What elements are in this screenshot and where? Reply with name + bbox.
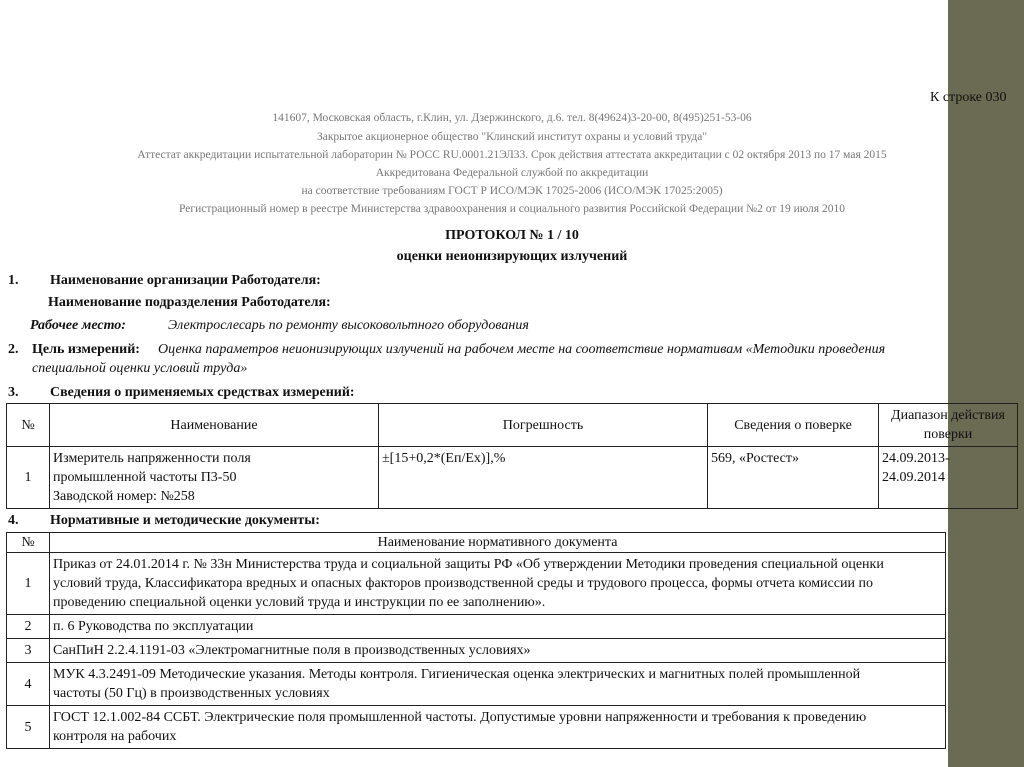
- header-standard: на соответствие требованиям ГОСТ Р ИСО/МЭК 17025-2006 (ИСО/МЭК 17025:2005): [301, 185, 723, 197]
- range-start: 24.09.2013-: [882, 451, 950, 466]
- instrument-range: [879, 447, 1018, 509]
- header-registry: Регистрационный номер в реестре Министерства здравоохранения и социального развития Российской Федерации №2 от 19 июля 2010: [179, 203, 845, 215]
- instrument-serial: Заводской номер: №258: [53, 489, 195, 504]
- document-text: [50, 663, 946, 706]
- header-attestat: Аттестат аккредитации испытательной лабораторин № РОСС RU.0001.21ЭЛ33. Срок действия аттестата аккредитации с 02 октября 2013 по 17 мая 2015: [137, 149, 887, 161]
- document-line: СанПиН 2.2.4.1191-03 «Электромагнитные поля в производственных условиях»: [53, 643, 531, 658]
- section-1-heading: Наименование организации Работодателя:: [50, 273, 321, 288]
- instrument-verification: 569, «Ростест»: [708, 447, 879, 509]
- table-row: [7, 615, 946, 639]
- document-line: условий труда, Классификатора вредных и опасных факторов производственной среды и трудового процесса, формы отчета комиссии по: [53, 576, 873, 591]
- section-2-value-cont: специальной оценки условий труда»: [32, 361, 248, 376]
- row-number: 5: [7, 706, 50, 749]
- row-number: 1: [7, 447, 50, 509]
- header-address: 141607, Московская область, г.Клин, ул. Дзержинского, д.6. тел. 8(49624)3-20-00, 8(495)251-53-06: [272, 112, 752, 124]
- line-reference: К строке 030: [930, 90, 1007, 105]
- instruments-table: [6, 403, 1018, 509]
- workplace-value: Электрослесарь по ремонту высоковольтного оборудования: [168, 318, 529, 333]
- col-num-header: №: [7, 533, 50, 553]
- section-2-number: 2.: [8, 342, 19, 357]
- col-num-header: №: [7, 404, 50, 447]
- row-number: 4: [7, 663, 50, 706]
- section-1-number: 1.: [8, 273, 19, 288]
- subdivision-heading: Наименование подразделения Работодателя:: [48, 295, 331, 310]
- document-line: проведению специальной оценки условий труда и инструкции по ее заполнению».: [53, 595, 546, 610]
- instrument-name-line: промышленной частоты П3-50: [53, 470, 237, 485]
- header-organization: Закрытое акционерное общество "Клинский институт охраны и условий труда": [316, 131, 708, 143]
- instrument-error: ±[15+0,2*(Eп/Ex)],%: [379, 447, 708, 509]
- table-row: [7, 447, 1018, 509]
- col-verification-header: Сведения о поверке: [708, 404, 879, 447]
- col-range-header: Диапазон действия поверки: [879, 404, 1018, 447]
- document-text: [50, 639, 946, 663]
- instrument-name: [50, 447, 379, 509]
- table-row: [7, 553, 946, 615]
- document-line: частоты (50 Гц) в производственных условиях: [53, 686, 330, 701]
- table-row: [7, 663, 946, 706]
- document-text: [50, 615, 946, 639]
- range-end: 24.09.2014: [882, 470, 945, 485]
- table-row: [7, 639, 946, 663]
- documents-table: [6, 532, 946, 749]
- section-2-label: Цель измерений:: [32, 342, 140, 357]
- table-row: [7, 706, 946, 749]
- col-document-header: Наименование нормативного документа: [50, 533, 946, 553]
- section-3-heading: Сведения о применяемых средствах измерений:: [50, 385, 355, 400]
- section-4-number: 4.: [8, 513, 19, 528]
- instrument-name-line: Измеритель напряженности поля: [53, 451, 251, 466]
- col-error-header: Погрешность: [379, 404, 708, 447]
- section-4-heading: Нормативные и методические документы:: [50, 513, 320, 528]
- document-line: ГОСТ 12.1.002-84 ССБТ. Электрические поля промышленной частоты. Допустимые уровни напряженности и требования к проведению: [53, 710, 867, 725]
- instruments-header-row: [7, 404, 1018, 447]
- document-text: [50, 706, 946, 749]
- document-line: контроля на рабочих: [53, 729, 177, 744]
- document-line: МУК 4.3.2491-09 Методические указания. Методы контроля. Гигиеническая оценка электрических и магнитных полей промышленной: [53, 667, 861, 682]
- section-2-value: Оценка параметров неионизирующих излучений на рабочем месте на соответствие нормативам «Методики проведения: [158, 342, 886, 357]
- row-number: 1: [7, 553, 50, 615]
- row-number: 2: [7, 615, 50, 639]
- protocol-subtitle: оценки неионизирующих излучений: [396, 249, 628, 264]
- workplace-label: Рабочее место:: [30, 318, 126, 333]
- row-number: 3: [7, 639, 50, 663]
- protocol-title: ПРОТОКОЛ № 1 / 10: [445, 228, 579, 243]
- documents-header-row: [7, 533, 946, 553]
- col-name-header: Наименование: [50, 404, 379, 447]
- section-3-number: 3.: [8, 385, 19, 400]
- document-text: [50, 553, 946, 615]
- document-line: Приказ от 24.01.2014 г. № 33н Министерства труда и социальной защиты РФ «Об утверждении Методики проведения специальной оценки: [53, 557, 884, 572]
- header-accreditation: Аккредитована Федеральной службой по аккредитации: [375, 167, 649, 179]
- document-line: п. 6 Руководства по эксплуатации: [53, 619, 254, 634]
